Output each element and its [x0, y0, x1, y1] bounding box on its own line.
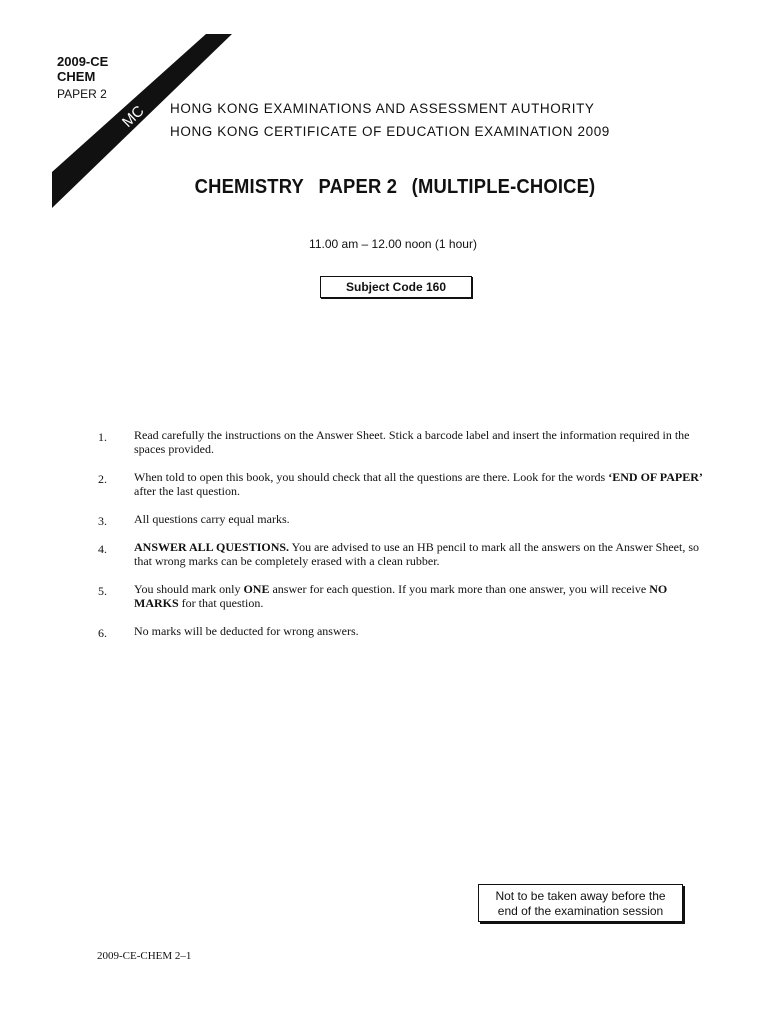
instruction-number: 2.	[98, 472, 107, 486]
instruction-item	[98, 582, 704, 610]
title-paper: PAPER 2	[318, 176, 398, 198]
instruction-text-tail: after the last question.	[134, 484, 240, 498]
instruction-emphasis: ONE	[243, 582, 270, 596]
instruction-number: 1.	[98, 430, 107, 444]
notice-line-1: Not to be taken away before the	[495, 889, 666, 903]
instruction-item	[98, 428, 704, 456]
paper-code-subject: CHEM	[57, 69, 96, 84]
instruction-emphasis-2: NO MARKS	[134, 582, 668, 610]
instruction-text-tail: answer for each question. If you mark more than one answer, you will receive	[269, 582, 650, 596]
certificate-name: HONG KONG CERTIFICATE OF EDUCATION EXAMINATION 2009	[170, 124, 610, 139]
paper-code-year: 2009-CE	[57, 54, 109, 69]
instruction-number: 5.	[98, 584, 107, 598]
instruction-text: Read carefully the instructions on the Answer Sheet. Stick a barcode label and insert the information required in the spaces provided.	[134, 428, 690, 456]
instruction-item	[98, 540, 704, 568]
instruction-emphasis: ANSWER ALL QUESTIONS.	[134, 540, 290, 554]
instruction-text-tail: You are advised to use an HB pencil to mark all the answers on the Answer Sheet, so that wrong marks can be completely erased with a clean rubber.	[134, 540, 699, 568]
subject-code-box: Subject Code 160	[320, 276, 472, 298]
instructions-list	[98, 428, 704, 652]
notice-box	[478, 884, 683, 922]
instruction-item	[98, 470, 704, 498]
instruction-text: You should mark only	[134, 582, 244, 596]
title-type: (MULTIPLE-CHOICE)	[411, 176, 596, 198]
instruction-number: 3.	[98, 514, 107, 528]
page-footer-code: 2009-CE-CHEM 2–1	[97, 950, 192, 962]
title-subject: CHEMISTRY	[194, 176, 304, 198]
instruction-number: 6.	[98, 626, 107, 640]
notice-line-2: end of the examination session	[497, 904, 664, 918]
instruction-text: All questions carry equal marks.	[134, 512, 290, 526]
instruction-item	[98, 512, 704, 526]
page-title	[32, 176, 759, 199]
instruction-number: 4.	[98, 542, 107, 556]
instruction-item	[98, 624, 704, 638]
issuing-authority	[170, 97, 610, 143]
instruction-emphasis: ‘END OF PAPER’	[608, 470, 703, 484]
paper-code-number: PAPER 2	[57, 87, 107, 101]
exam-time: 11.00 am – 12.00 noon (1 hour)	[309, 237, 477, 251]
instruction-text: No marks will be deducted for wrong answers.	[134, 624, 359, 638]
mc-band-label: MC	[118, 102, 148, 131]
instruction-text-end: for that question.	[178, 596, 264, 610]
authority-name: HONG KONG EXAMINATIONS AND ASSESSMENT AUTHORITY	[170, 101, 595, 116]
paper-code-block	[57, 54, 108, 101]
instruction-text: When told to open this book, you should check that all the questions are there. Look for the words	[134, 470, 609, 484]
